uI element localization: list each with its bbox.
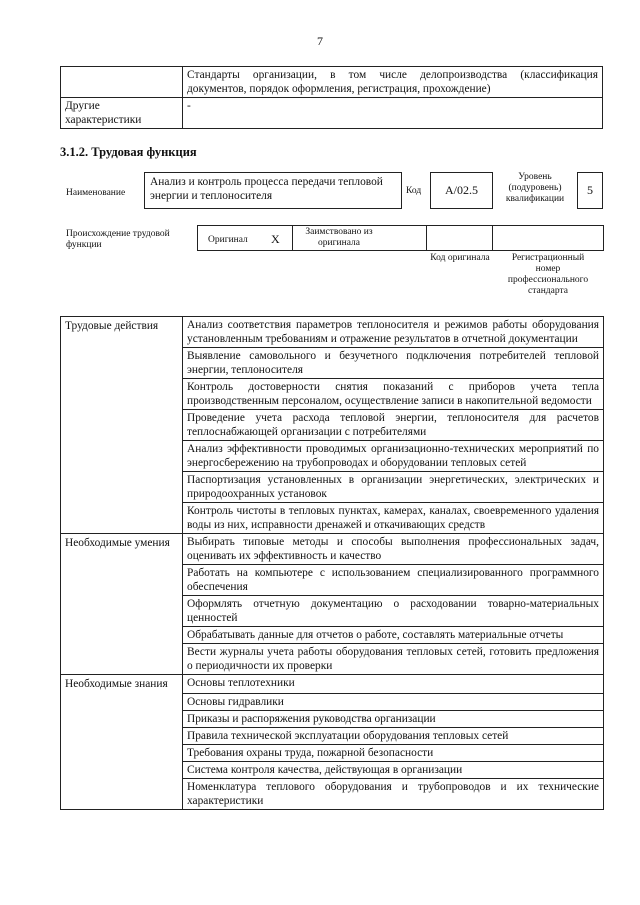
item-cell: Основы теплотехники <box>183 675 604 694</box>
origin-label: Происхождение трудовой функции <box>66 229 170 250</box>
table-row <box>61 744 604 761</box>
item-cell: Анализ соответствия параметров теплоносителя и режимов работы оборудования установленным требованиям и отражение результатов в отчетной документации <box>183 317 604 348</box>
category-cell <box>61 503 183 534</box>
category-cell <box>61 710 183 727</box>
item-cell: Требования охраны труда, пожарной безопасности <box>183 744 604 761</box>
item-cell: Вести журналы учета работы оборудования тепловых сетей, готовить предложения о периодичности их проверки <box>183 644 604 675</box>
category-cell <box>61 644 183 675</box>
category-cell <box>61 693 183 710</box>
item-cell: Анализ эффективности проводимых организационно-технических мероприятий по энергосбережению на трубопроводах и оборудовании тепловых сетей <box>183 441 604 472</box>
table-cell: Стандарты организации, в том числе делопроизводства (классификация документов, порядок оформления, регистрация, прохождение) <box>183 67 603 98</box>
category-cell <box>61 744 183 761</box>
qualification-level: 5 <box>587 183 593 197</box>
item-cell: Правила технической эксплуатации оборудования тепловых сетей <box>183 727 604 744</box>
item-cell: Паспортизация установленных в организации энергетических, электрических и природоохранных установок <box>183 472 604 503</box>
reg-caption: Регистрационный номер профессионального стандарта <box>507 253 589 296</box>
item-cell: Контроль чистоты в тепловых пунктах, камерах, каналах, своевременного удаления воды из них, исправности дренажей и откачивающих средств <box>183 503 604 534</box>
table-row <box>61 693 604 710</box>
original-box <box>197 225 293 251</box>
category-cell <box>61 565 183 596</box>
item-cell: Оформлять отчетную документацию о расходовании товарно-материальных ценностей <box>183 596 604 627</box>
category-cell <box>61 379 183 410</box>
code-label: Код <box>406 186 422 196</box>
table-row <box>61 644 604 675</box>
category-cell: Трудовые действия <box>61 317 183 348</box>
table-body <box>61 317 604 810</box>
table-row <box>61 565 604 596</box>
table-row <box>61 596 604 627</box>
item-cell: Основы гидравлики <box>183 693 604 710</box>
item-cell: Приказы и распоряжения руководства организации <box>183 710 604 727</box>
table-row <box>61 379 604 410</box>
continuation-table <box>60 66 603 129</box>
table-row <box>61 727 604 744</box>
category-cell <box>61 778 183 809</box>
table-row <box>61 710 604 727</box>
table-row <box>61 503 604 534</box>
category-cell <box>61 348 183 379</box>
row-label: Другие характеристики <box>61 98 183 129</box>
empty-label-cell <box>61 67 183 98</box>
reg-number-box <box>492 225 604 251</box>
table-row <box>61 98 603 129</box>
table-row <box>61 534 604 565</box>
borrowed-box <box>292 225 427 251</box>
item-cell: Номенклатура теплового оборудования и трубопроводов и их технические характеристики <box>183 778 604 809</box>
code-box <box>430 172 493 209</box>
function-code: A/02.5 <box>445 183 478 197</box>
section-heading: 3.1.2. Трудовая функция <box>60 145 197 159</box>
item-cell: Система контроля качества, действующая в организации <box>183 761 604 778</box>
category-cell: Необходимые умения <box>61 534 183 565</box>
table-cell: - <box>183 98 603 129</box>
table-row <box>61 410 604 441</box>
table-row <box>61 675 604 694</box>
name-label: Наименование <box>66 188 126 198</box>
original-mark: X <box>271 232 280 246</box>
item-cell: Контроль достоверности снятия показаний с приборов учета тепла производственным персоналом, осуществление записи в накопительной ведомости <box>183 379 604 410</box>
table-row <box>61 67 603 98</box>
table-row <box>61 627 604 644</box>
table-row <box>61 441 604 472</box>
category-cell <box>61 441 183 472</box>
item-cell: Проведение учета расхода тепловой энергии, теплоносителя для расчетов теплоснабжающей организации с потребителями <box>183 410 604 441</box>
level-label: Уровень (подуровень) квалификации <box>505 172 565 204</box>
category-cell: Необходимые знания <box>61 675 183 694</box>
borrowed-label: Заимствовано из оригинала <box>305 227 373 248</box>
category-cell <box>61 596 183 627</box>
table-row <box>61 761 604 778</box>
table-row <box>61 778 604 809</box>
item-cell: Работать на компьютере с использованием специализированного программного обеспечения <box>183 565 604 596</box>
original-label: Оригинал <box>208 235 248 245</box>
category-cell <box>61 627 183 644</box>
function-name-box <box>144 172 402 209</box>
page-number: 7 <box>317 34 323 48</box>
category-cell <box>61 727 183 744</box>
original-code-box <box>426 225 493 251</box>
table-row <box>61 317 604 348</box>
table-row <box>61 348 604 379</box>
function-name: Анализ и контроль процесса передачи тепловой энергии и теплоносителя <box>150 176 383 202</box>
item-cell: Выбирать типовые методы и способы выполнения профессиональных задач, оценивать их эффективность и качество <box>183 534 604 565</box>
level-box <box>577 172 603 209</box>
labor-function-table <box>60 316 604 810</box>
table-row <box>61 472 604 503</box>
category-cell <box>61 761 183 778</box>
code-caption: Код оригинала <box>430 253 490 263</box>
category-cell <box>61 472 183 503</box>
category-cell <box>61 410 183 441</box>
item-cell: Выявление самовольного и безучетного подключения потребителей тепловой энергии, теплоносителя <box>183 348 604 379</box>
item-cell: Обрабатывать данные для отчетов о работе, составлять материальные отчеты <box>183 627 604 644</box>
